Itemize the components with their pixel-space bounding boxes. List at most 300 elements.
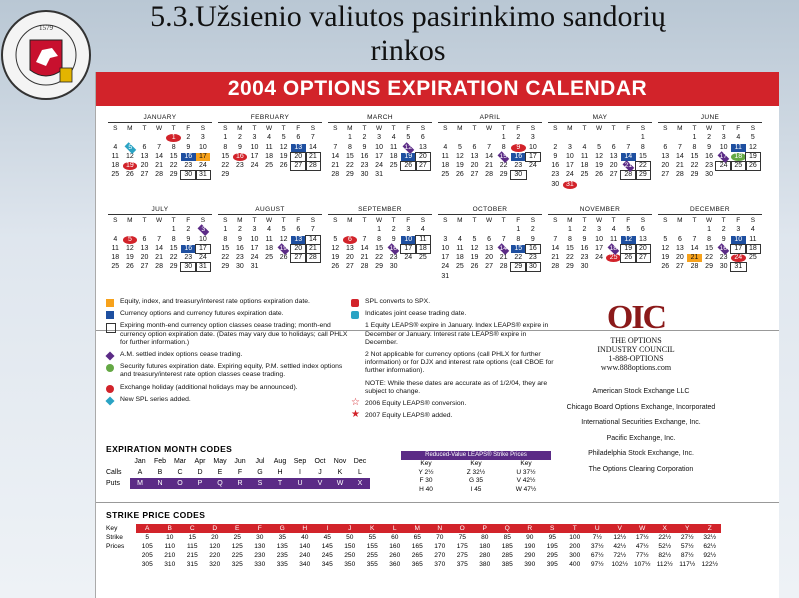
legend-swatch xyxy=(105,351,114,360)
strike-cell: V xyxy=(609,524,632,533)
month-grid xyxy=(438,125,542,179)
weekday-label: S xyxy=(553,125,558,132)
day-cell: 1 xyxy=(692,134,697,142)
weekday-label: W xyxy=(486,125,493,132)
note-text: Indicates joint cease trading date. xyxy=(365,310,467,318)
day-cell: 31 xyxy=(196,263,211,271)
weekday-label: W xyxy=(596,217,603,224)
weekday-label: T xyxy=(611,125,616,132)
legend-item xyxy=(106,396,354,404)
day-cell: 23 xyxy=(389,254,398,262)
code-cell: K xyxy=(337,469,343,476)
code-cell: C xyxy=(177,469,183,476)
weekday-label: F xyxy=(406,217,411,224)
legend-right xyxy=(351,298,561,424)
code-cell: Feb xyxy=(153,458,167,465)
day-cell: 11 xyxy=(580,152,589,160)
day-cell: 24 xyxy=(716,162,731,170)
strike-cell: T xyxy=(564,524,587,533)
strike-cell: 315 xyxy=(186,561,198,568)
day-cell: 18 xyxy=(608,243,620,255)
day-cell: 27 xyxy=(291,254,306,262)
day-cell: 21 xyxy=(155,254,163,262)
strike-cell: U xyxy=(586,524,609,533)
weekday-label: T xyxy=(252,125,257,132)
strike-cell: 180 xyxy=(479,543,491,550)
strike-cell: 105 xyxy=(141,543,153,550)
empty-cell xyxy=(108,226,123,234)
day-cell: 2 xyxy=(721,226,726,234)
day-cell: 11 xyxy=(111,244,119,252)
legend-item xyxy=(106,322,354,347)
legend-item xyxy=(106,384,354,392)
day-cell: 28 xyxy=(551,263,560,271)
weekday-label: W xyxy=(266,125,273,132)
day-cell: 23 xyxy=(235,162,244,170)
day-cell: 12 xyxy=(748,143,757,151)
day-cell: 4 xyxy=(113,143,118,151)
day-cell: 11 xyxy=(456,244,464,252)
weekday-label: S xyxy=(663,217,668,224)
month-april xyxy=(438,114,542,179)
day-cell: 15 xyxy=(565,244,574,252)
strike-cell: 200 xyxy=(569,543,581,550)
day-cell: 22 xyxy=(221,254,230,262)
row-label xyxy=(106,560,136,569)
expiration-codes-title: EXPIRATION MONTH CODES xyxy=(106,444,233,454)
strike-codes-title: STRIKE PRICE CODES xyxy=(106,510,206,520)
day-cell: 20 xyxy=(661,162,670,170)
day-cell: 9 xyxy=(511,144,526,152)
star-icon: ☆ xyxy=(351,397,360,409)
strike-cell: 155 xyxy=(366,543,378,550)
day-cell: 24 xyxy=(375,162,383,170)
day-cell: 23 xyxy=(360,162,369,170)
strike-cell: O xyxy=(451,524,474,533)
weekday-label: M xyxy=(127,125,133,132)
strike-cell: 140 xyxy=(299,543,311,550)
month-january xyxy=(108,114,212,179)
legend-item xyxy=(106,363,354,379)
strike-cell: 210 xyxy=(164,552,176,559)
strike-cell: 97½ xyxy=(590,561,604,568)
day-cell: 20 xyxy=(140,254,149,262)
strike-cell: 320 xyxy=(209,561,221,568)
weekday-label: S xyxy=(223,125,228,132)
day-cell: 7 xyxy=(157,143,162,151)
code-cell: W xyxy=(330,478,350,489)
day-cell: 29 xyxy=(690,171,699,179)
day-cell: 28 xyxy=(306,162,321,170)
note-item xyxy=(351,380,561,396)
day-cell: 12 xyxy=(125,152,134,160)
day-cell: 21 xyxy=(360,254,369,262)
day-cell: 21 xyxy=(675,162,684,170)
day-cell: 5 xyxy=(124,142,136,154)
month-grid xyxy=(548,125,652,189)
month-grid xyxy=(218,125,322,179)
day-cell: 26 xyxy=(455,171,464,179)
day-cell: 23 xyxy=(514,162,523,170)
day-cell: 19 xyxy=(621,245,636,253)
day-cell: 28 xyxy=(690,263,699,271)
strike-cell: 107½ xyxy=(633,561,651,568)
strike-cell: 150 xyxy=(344,543,356,550)
day-cell: 22 xyxy=(636,162,651,170)
day-cell: 26 xyxy=(470,263,479,271)
weekday-label: S xyxy=(113,125,118,132)
strike-cell: 50 xyxy=(346,534,354,541)
strike-cell: 30 xyxy=(256,534,264,541)
code-cell: Sep xyxy=(293,458,307,465)
strike-cell: 400 xyxy=(569,561,581,568)
weekday-label: T xyxy=(472,217,477,224)
day-cell: 24 xyxy=(731,254,746,262)
svg-text:1579: 1579 xyxy=(39,24,53,32)
code-cell: Q xyxy=(210,478,230,489)
weekday-label: S xyxy=(640,125,646,132)
day-cell: 25 xyxy=(111,263,120,271)
strike-cell: Y xyxy=(676,524,699,533)
day-cell: 21 xyxy=(623,160,635,172)
weekday-label: S xyxy=(420,125,426,132)
day-cell: 8 xyxy=(171,235,176,243)
legend-swatch xyxy=(106,364,114,372)
day-cell: 25 xyxy=(731,162,746,170)
strike-cell: 240 xyxy=(299,552,311,559)
month-name: AUGUST xyxy=(218,206,322,215)
day-cell: 11 xyxy=(749,235,757,243)
strike-cell: 375 xyxy=(456,561,468,568)
day-cell: 2 xyxy=(186,226,191,234)
weekday-label: W xyxy=(156,125,163,132)
day-cell: 5 xyxy=(333,235,338,243)
day-cell: 30 xyxy=(181,171,196,179)
day-cell: 17 xyxy=(196,245,211,253)
day-cell: 7 xyxy=(487,143,492,151)
strike-cell: 87½ xyxy=(680,552,694,559)
reduced-value-title: Reduced-Value LEAPS® Strike Prices xyxy=(401,451,551,460)
code-cell: X xyxy=(350,478,370,489)
day-cell: 14 xyxy=(675,152,684,160)
weekday-label: S xyxy=(310,217,316,224)
strike-cell: 220 xyxy=(209,552,221,559)
empty-cell xyxy=(658,134,673,142)
day-cell: 13 xyxy=(140,152,149,160)
month-name: NOVEMBER xyxy=(548,206,652,215)
day-cell: 22 xyxy=(345,162,354,170)
day-cell: 12 xyxy=(455,152,464,160)
empty-cell xyxy=(606,134,621,142)
expiration-codes-table xyxy=(106,456,370,489)
day-cell: 15 xyxy=(638,152,647,160)
weekday-label: M xyxy=(347,125,353,132)
day-cell: 4 xyxy=(113,235,118,243)
strike-cell: 205 xyxy=(141,552,153,559)
strike-cell: 122½ xyxy=(701,561,718,568)
legend-text: Equity, index, and treasury/interest rate options expiration date. xyxy=(120,298,310,305)
strike-cell: A xyxy=(136,524,159,533)
weekday-label: T xyxy=(391,217,396,224)
empty-cell xyxy=(343,226,358,234)
day-cell: 24 xyxy=(198,162,207,170)
day-cell: 4 xyxy=(443,143,448,151)
day-cell: 4 xyxy=(391,134,396,142)
strike-cell: 215 xyxy=(186,552,198,559)
day-cell: 11 xyxy=(441,152,449,160)
day-cell: 26 xyxy=(125,263,134,271)
day-cell: 10 xyxy=(565,152,574,160)
code-cell: F xyxy=(237,469,243,476)
day-cell: 15 xyxy=(169,244,178,252)
day-cell: 3 xyxy=(597,226,602,234)
day-cell: 28 xyxy=(331,171,340,179)
day-cell: 14 xyxy=(155,244,163,252)
code-cell: E xyxy=(217,469,223,476)
weekday-label: T xyxy=(252,217,257,224)
day-cell: 8 xyxy=(707,235,712,243)
day-cell: 10 xyxy=(198,235,207,243)
day-cell: 21 xyxy=(687,254,702,262)
month-name: JANUARY xyxy=(108,114,212,123)
day-cell: 18 xyxy=(265,244,273,252)
day-cell: 3 xyxy=(197,225,209,237)
day-cell: 24 xyxy=(441,263,450,271)
weekday-label: M xyxy=(237,125,243,132)
note-text: 2 Not applicable for currency options (call PHLX for further information) or for DJX and interest rate options (call CBOE for further information). xyxy=(365,351,554,375)
day-cell: 27 xyxy=(609,171,618,179)
legend-text: Expiring month-end currency option classes cease trading; month-end currency option expiration date. (Dates may vary due to holidays; call PHLX for further information.) xyxy=(120,322,348,346)
day-cell: 19 xyxy=(595,162,603,170)
reduced-value-box xyxy=(401,451,551,494)
day-cell: 6 xyxy=(472,143,477,151)
star-icon: ★ xyxy=(351,409,360,421)
day-cell: 6 xyxy=(611,143,616,151)
note-item xyxy=(351,298,561,306)
day-cell: 21 xyxy=(306,153,321,161)
empty-cell xyxy=(621,134,636,142)
day-cell: 4 xyxy=(750,226,755,234)
day-cell: 24 xyxy=(198,254,207,262)
legend-swatch xyxy=(106,385,114,393)
day-cell: 17 xyxy=(196,153,211,161)
weekday-label: T xyxy=(501,125,506,132)
day-cell: 16 xyxy=(551,162,560,170)
code-cell: O xyxy=(170,478,190,489)
strike-cell: 355 xyxy=(366,561,378,568)
day-cell: 11 xyxy=(265,143,273,151)
day-cell: 13 xyxy=(291,144,306,152)
day-cell: 7 xyxy=(553,235,558,243)
oic-phone: 1-888-OPTIONS xyxy=(608,354,664,363)
codes-row xyxy=(106,467,370,478)
day-cell: 12 xyxy=(470,244,479,252)
row-label: Key xyxy=(106,525,118,532)
day-cell: 24 xyxy=(565,171,574,179)
note-item xyxy=(351,351,561,376)
day-cell: 3 xyxy=(443,235,448,243)
month-name: MARCH xyxy=(328,114,432,123)
day-cell: 15 xyxy=(375,244,383,252)
day-cell: 11 xyxy=(111,152,119,160)
weekday-label: T xyxy=(611,217,616,224)
code-cell: B xyxy=(157,469,163,476)
day-cell: 29 xyxy=(375,263,383,271)
day-cell: 1 xyxy=(223,226,228,234)
weekday-label: T xyxy=(281,217,286,224)
day-cell: 13 xyxy=(661,152,670,160)
day-cell: 30 xyxy=(181,263,196,271)
note-item xyxy=(351,310,561,318)
day-cell: 4 xyxy=(420,226,425,234)
strike-cell: 35 xyxy=(278,534,286,541)
day-cell: 23 xyxy=(184,254,193,262)
strike-cell: 275 xyxy=(456,552,468,559)
day-cell: 23 xyxy=(705,162,713,170)
oic-line1: THE OPTIONS xyxy=(610,336,662,345)
day-cell: 11 xyxy=(610,235,618,243)
reduced-value-column xyxy=(451,460,501,494)
strike-cell: 125 xyxy=(231,543,243,550)
day-cell: 16 xyxy=(181,245,196,253)
day-cell: 1 xyxy=(567,226,572,234)
strike-cell: 7½ xyxy=(592,534,602,541)
reduced-value-cell: I 45 xyxy=(470,485,482,493)
month-august xyxy=(218,206,322,271)
day-cell: 6 xyxy=(677,235,682,243)
legend-item xyxy=(106,310,354,318)
month-name: JULY xyxy=(108,206,212,215)
strike-cell: S xyxy=(541,524,564,533)
weekday-label: M xyxy=(677,125,683,132)
weekday-label: T xyxy=(362,217,367,224)
day-cell: 12 xyxy=(595,152,603,160)
day-cell: 20 xyxy=(291,245,306,253)
exchange-name: American Stock Exchange LLC xyxy=(592,388,690,395)
university-seal-logo xyxy=(0,0,92,115)
day-cell: 17 xyxy=(565,162,574,170)
strike-cell: 280 xyxy=(479,552,491,559)
day-cell: 12 xyxy=(621,236,636,244)
weekday-label: T xyxy=(391,125,396,132)
day-cell: 7 xyxy=(677,143,682,151)
day-cell: 13 xyxy=(470,152,479,160)
legend-swatch xyxy=(106,299,114,307)
strike-cell: I xyxy=(316,524,339,533)
day-cell: 4 xyxy=(457,235,462,243)
day-cell: 20 xyxy=(345,254,354,262)
day-cell: 28 xyxy=(155,171,163,179)
month-name: FEBRUARY xyxy=(218,114,322,123)
day-cell: 28 xyxy=(360,263,369,271)
day-cell: 16 xyxy=(580,244,589,252)
day-cell: 17 xyxy=(731,245,746,253)
day-cell: 13 xyxy=(485,244,493,252)
day-cell: 20 xyxy=(609,162,618,170)
day-cell: 5 xyxy=(457,143,462,151)
code-cell: May xyxy=(213,458,227,465)
day-cell: 11 xyxy=(416,236,431,244)
day-cell: 1 xyxy=(516,226,521,234)
strike-cell: 390 xyxy=(524,561,536,568)
weekday-label: W xyxy=(706,125,713,132)
month-grid xyxy=(658,217,762,271)
day-cell: 18 xyxy=(731,153,746,161)
options-calendar-document xyxy=(95,72,779,598)
day-cell: 26 xyxy=(621,254,636,262)
day-cell: 25 xyxy=(441,171,450,179)
day-cell: 22 xyxy=(221,162,230,170)
day-cell: 10 xyxy=(731,236,746,244)
day-cell: 2 xyxy=(707,134,712,142)
weekday-label: F xyxy=(626,125,631,132)
empty-cell xyxy=(687,226,702,234)
day-cell: 13 xyxy=(291,236,306,244)
weekday-label: T xyxy=(721,217,726,224)
code-cell: Jul xyxy=(255,458,265,465)
code-cell: T xyxy=(270,478,290,489)
empty-cell xyxy=(152,226,167,234)
weekday-label: F xyxy=(186,217,191,224)
day-cell: 1 xyxy=(640,134,645,142)
note-item xyxy=(351,409,561,421)
day-cell: 27 xyxy=(345,263,354,271)
strike-cell: 47½ xyxy=(635,543,649,550)
day-cell: 25 xyxy=(418,254,427,262)
strike-cell: F xyxy=(249,524,272,533)
day-cell: 27 xyxy=(140,171,149,179)
reduced-value-cell: V 42½ xyxy=(516,477,536,484)
day-cell: 13 xyxy=(345,244,354,252)
day-cell: 30 xyxy=(526,263,541,271)
code-cell: H xyxy=(277,469,283,476)
weekday-label: S xyxy=(333,217,338,224)
empty-cell xyxy=(658,226,673,234)
day-cell: 19 xyxy=(278,243,290,255)
day-cell: 11 xyxy=(265,235,273,243)
strike-cell: 60 xyxy=(391,534,399,541)
strike-cell: D xyxy=(204,524,227,533)
legend-text: Exchange holiday (additional holidays may be announced). xyxy=(120,383,298,391)
oic-logo: OIC xyxy=(606,299,666,336)
day-cell: 27 xyxy=(470,171,479,179)
day-cell: 28 xyxy=(155,263,163,271)
strike-cell: 57½ xyxy=(680,543,694,550)
day-cell: 6 xyxy=(296,134,301,142)
day-cell: 23 xyxy=(719,254,728,262)
strike-cell: H xyxy=(294,524,317,533)
day-cell: 13 xyxy=(638,235,647,243)
row-label: Puts xyxy=(106,480,121,487)
conversion-icon xyxy=(351,299,359,307)
day-cell: 27 xyxy=(661,171,670,179)
day-cell: 21 xyxy=(551,254,560,262)
day-cell: 21 xyxy=(306,245,321,253)
day-cell: 19 xyxy=(661,254,670,262)
strike-cell: 117½ xyxy=(679,561,696,568)
strike-cell: 250 xyxy=(344,552,356,559)
day-cell: 6 xyxy=(487,235,492,243)
weekday-label: S xyxy=(750,125,756,132)
weekday-label: W xyxy=(376,125,383,132)
day-cell: 18 xyxy=(389,152,398,160)
weekday-label: S xyxy=(640,217,646,224)
legend-swatch xyxy=(106,323,116,333)
reduced-value-cell: Key xyxy=(470,460,482,467)
empty-cell xyxy=(357,226,372,234)
day-cell: 18 xyxy=(265,152,273,160)
day-cell: 2 xyxy=(516,134,521,142)
